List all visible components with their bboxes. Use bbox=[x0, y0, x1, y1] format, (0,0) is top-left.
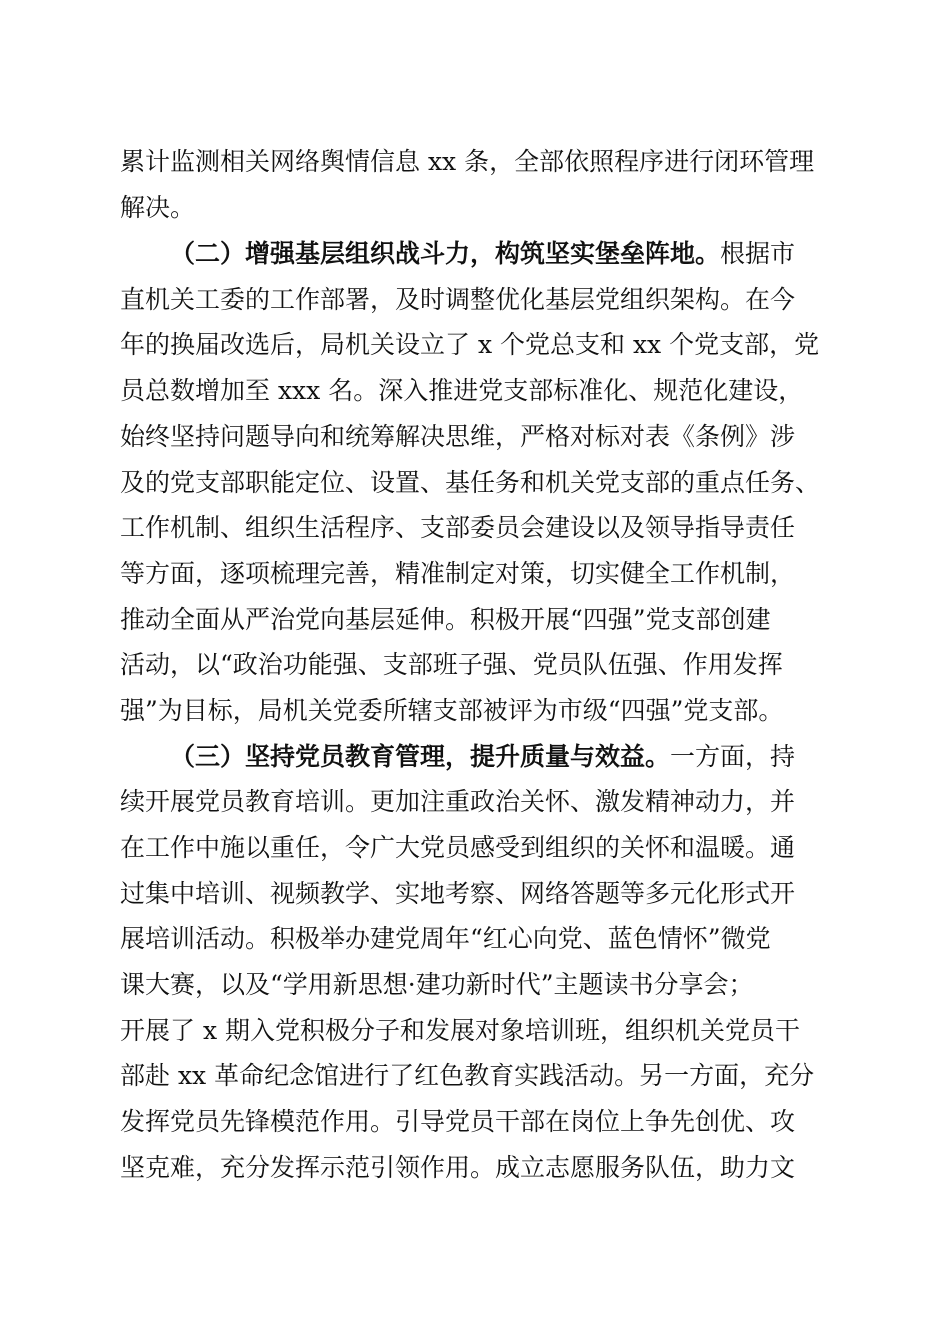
text-line: 工作机制、组织生活程序、支部委员会建设以及领导指导责任 bbox=[120, 513, 796, 542]
text-line: 推动全面从严治党向基层延伸。积极开展“四强”党支部创建 bbox=[120, 605, 771, 634]
text-line: 累计监测相关网络舆情信息 xx 条，全部依照程序进行闭环管理 bbox=[120, 147, 815, 176]
section-three-line bbox=[170, 739, 795, 775]
text-line: 部赴 xx 革命纪念馆进行了红色教育实践活动。另一方面，充分 bbox=[120, 1061, 815, 1090]
text-line: 展培训活动。积极举办建党周年“红心向党、蓝色情怀”微党 bbox=[120, 924, 771, 953]
section-two-heading: （二）增强基层组织战斗力，构筑坚实堡垒阵地。 bbox=[170, 239, 721, 268]
text-line: 续开展党员教育培训。更加注重政治关怀、激发精神动力，并 bbox=[120, 787, 796, 816]
text-line: 直机关工委的工作部署，及时调整优化基层党组织架构。在今 bbox=[120, 285, 796, 314]
text-line: 年的换届改选后，局机关设立了 x 个党总支和 xx 个党支部，党 bbox=[120, 330, 820, 359]
section-two-line bbox=[170, 236, 795, 272]
text-line: 过集中培训、视频教学、实地考察、网络答题等多元化形式开 bbox=[120, 879, 796, 908]
text-line: 在工作中施以重任，令广大党员感受到组织的关怀和温暖。通 bbox=[120, 833, 796, 862]
text-line: 员总数增加至 xxx 名。深入推进党支部标准化、规范化建设， bbox=[120, 376, 804, 405]
text-line: 强”为目标，局机关党委所辖支部被评为市级“四强”党支部。 bbox=[120, 696, 784, 725]
text-line: 及的党支部职能定位、设置、基任务和机关党支部的重点任务、 bbox=[120, 468, 821, 497]
text-line: 等方面，逐项梳理完善，精准制定对策，切实健全工作机制， bbox=[120, 559, 796, 588]
text-span: 一方面，持 bbox=[670, 742, 796, 771]
section-three-heading: （三）坚持党员教育管理，提升质量与效益。 bbox=[170, 742, 671, 771]
text-line: 发挥党员先锋模范作用。引导党员干部在岗位上争先创优、攻 bbox=[120, 1107, 796, 1136]
text-line: 始终坚持问题导向和统筹解决思维，严格对标对表《条例》涉 bbox=[120, 422, 796, 451]
text-line: 开展了 x 期入党积极分子和发展对象培训班，组织机关党员干 bbox=[120, 1016, 800, 1045]
text-line: 坚克难，充分发挥示范引领作用。成立志愿服务队伍，助力文 bbox=[120, 1153, 796, 1182]
text-line: 课大赛，以及“学用新思想·建功新时代”主题读书分享会； bbox=[120, 970, 754, 999]
text-line: 解决。 bbox=[120, 193, 196, 222]
text-line: 活动，以“政治功能强、支部班子强、党员队伍强、作用发挥 bbox=[120, 650, 783, 679]
text-span: 根据市 bbox=[720, 239, 796, 268]
